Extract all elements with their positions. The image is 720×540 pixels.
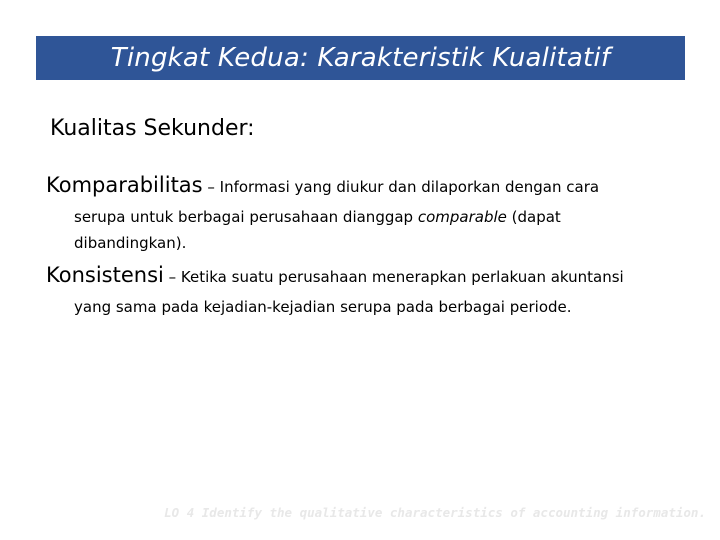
item-term: Komparabilitas	[46, 173, 203, 197]
item-text-line1: Ketika suatu perusahaan menerapkan perlakuan akuntansi	[180, 268, 624, 286]
item-first-line	[46, 168, 686, 204]
item-text-line2-pre: serupa untuk berbagai perusahaan dianggap	[74, 208, 418, 226]
item-text-line3: dibandingkan).	[74, 234, 187, 252]
item-text-line2	[46, 204, 686, 230]
item-term: Konsistensi	[46, 263, 164, 287]
item-text-line1: Informasi yang diukur dan dilaporkan dengan cara	[219, 178, 600, 196]
item-text-line2: yang sama pada kejadian-kejadian serupa pada berbagai periode.	[74, 298, 572, 316]
item-first-line	[46, 258, 686, 294]
item-text-line2-post: (dapat	[506, 208, 561, 226]
learning-objective-footer: LO 4 Identify the qualitative characteristics of accounting information.	[164, 505, 706, 520]
item-dash: –	[202, 178, 220, 196]
item-dash: –	[163, 268, 181, 286]
item-comparability	[46, 168, 686, 256]
item-text-line2-emphasis: comparable	[417, 208, 507, 226]
title-bar	[36, 36, 685, 80]
item-consistency	[46, 258, 686, 320]
slide-subtitle: Kualitas Sekunder:	[50, 116, 255, 141]
slide-title: Tingkat Kedua: Karakteristik Kualitatif	[110, 43, 611, 73]
